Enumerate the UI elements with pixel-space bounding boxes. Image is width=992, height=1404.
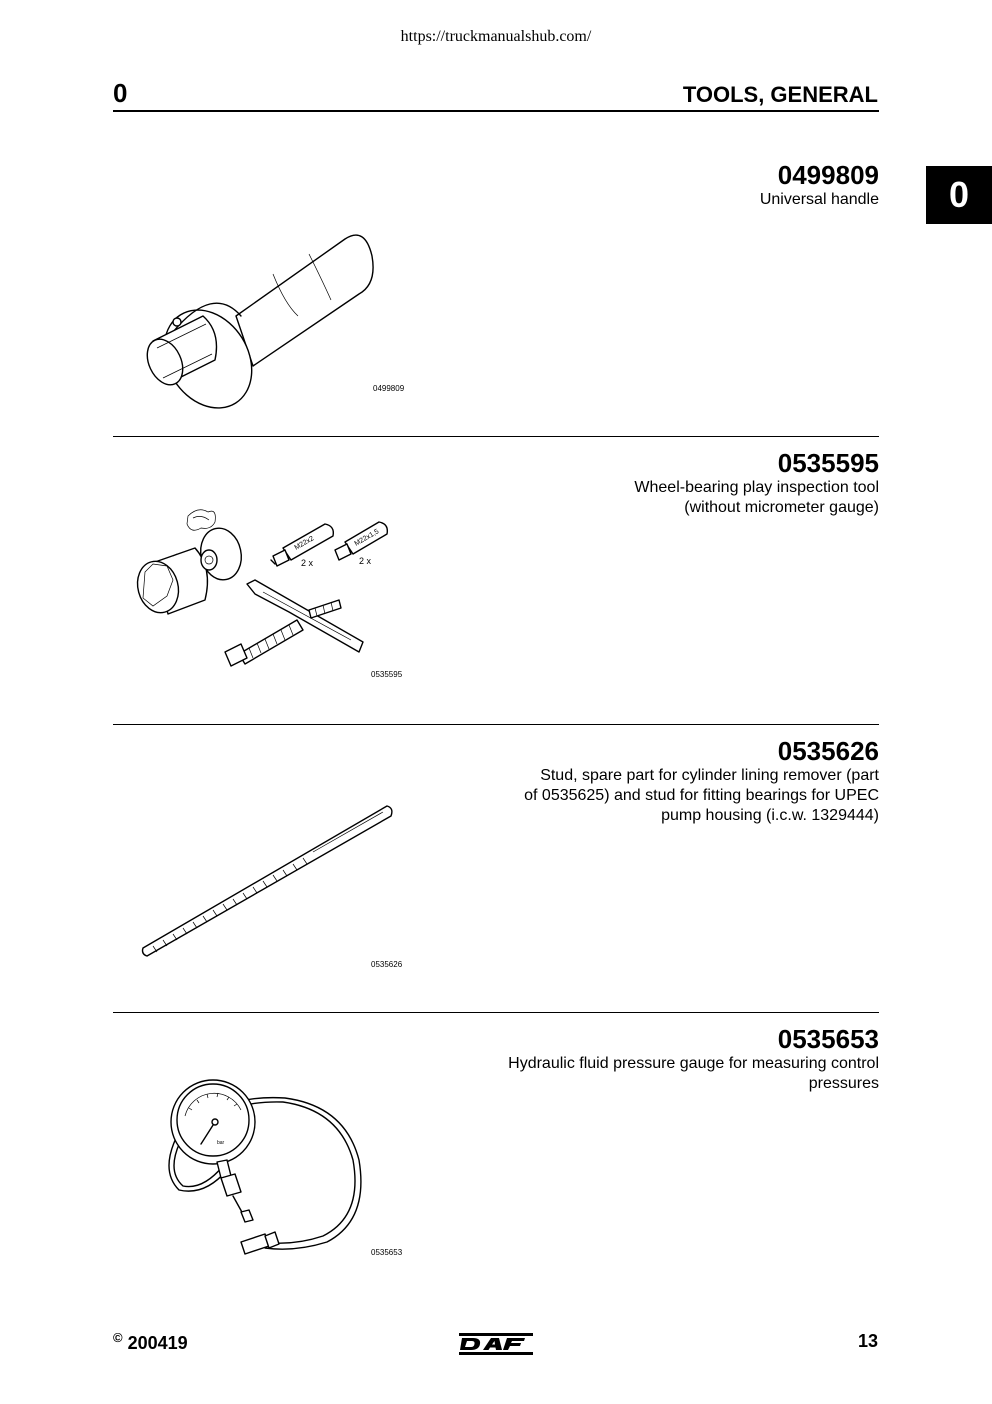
pressure-gauge-drawing bbox=[113, 1020, 413, 1280]
section-number: 0 bbox=[113, 78, 128, 108]
tool-code: 0535626 bbox=[777, 736, 879, 766]
tool-code: 0535595 bbox=[777, 448, 879, 478]
section-divider bbox=[113, 1012, 879, 1013]
tool-code: 0499809 bbox=[777, 160, 879, 190]
callout-thread-2: M22x1,5 bbox=[353, 528, 381, 548]
page-title: TOOLS, GENERAL bbox=[682, 82, 878, 107]
edition-number: 200419 bbox=[127, 1333, 188, 1353]
universal-handle-drawing bbox=[113, 156, 433, 406]
figure-label: 0535653 bbox=[371, 1248, 403, 1257]
tool-code: 0535653 bbox=[777, 1024, 879, 1054]
gauge-unit: bar bbox=[217, 1140, 225, 1146]
daf-logo-icon bbox=[459, 1333, 533, 1355]
callout-qty-2: 2 x bbox=[359, 556, 372, 566]
figure-label: 0535626 bbox=[371, 960, 403, 969]
tool-description: Stud, spare part for cylinder lining remover (part of 0535625) and stud for fitting bearings for UPEC pump housing (i.c.w. 1329444) bbox=[524, 767, 879, 824]
section-tab: 0 bbox=[926, 166, 992, 224]
tool-description: Hydraulic fluid pressure gauge for measuring control pressures bbox=[508, 1055, 879, 1092]
callout-qty-1: 2 x bbox=[301, 558, 314, 568]
header-rule bbox=[113, 110, 879, 112]
section-divider bbox=[113, 436, 879, 437]
tool-entry bbox=[113, 732, 879, 1002]
page-number: 13 bbox=[857, 1331, 878, 1351]
copyright-symbol: © bbox=[113, 1330, 123, 1345]
callout-thread-1: M22x2 bbox=[293, 535, 316, 552]
threaded-stud-drawing bbox=[113, 732, 413, 982]
tool-description: Wheel-bearing play inspection tool (without micrometer gauge) bbox=[634, 479, 879, 516]
figure-label: 0499809 bbox=[373, 384, 405, 393]
wheel-bearing-tool-drawing bbox=[113, 444, 413, 694]
figure-label: 0535595 bbox=[371, 670, 403, 679]
tool-description: Universal handle bbox=[759, 191, 879, 208]
section-divider bbox=[113, 724, 879, 725]
tool-entry bbox=[113, 156, 879, 426]
tool-entry bbox=[113, 444, 879, 714]
footer-edition bbox=[113, 1330, 188, 1354]
source-url[interactable]: https://truckmanualshub.com/ bbox=[400, 28, 592, 45]
tool-entry bbox=[113, 1020, 879, 1290]
